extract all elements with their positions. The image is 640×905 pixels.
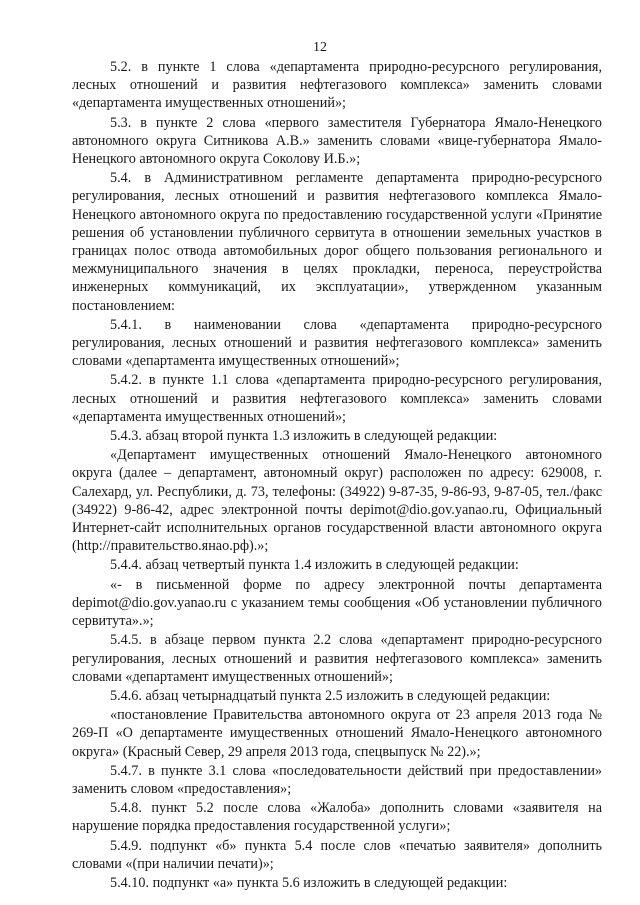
paragraph-5-4: 5.4. в Административном регламенте департамента природно-ресурсного регулирования, лесных отношений и развития нефтегазового комплекса Ямало-Ненецкого автономного округа по предоставлению государственной услуги «Принятие решения об установлении публичного сервитута в отношении земельных участков в границах полос отвода автомобильных дорог общего пользования регионального и межмуниципального значения в целях прокладки, переноса, переустройства инженерных коммуникаций, их эксплуатации», утвержденном указанным постановлением: xyxy=(72,170,602,314)
paragraph-5-4-5: 5.4.5. в абзаце первом пункта 2.2 слова «департамент природно-ресурсного регулирования, лесных отношений и развития нефтегазового комплекса» заменить словами «департамент имущественных отношений»; xyxy=(72,632,602,685)
paragraph-5-4-1: 5.4.1. в наименовании слова «департамента природно-ресурсного регулирования, лесных отношений и развития нефтегазового комплекса» заменить словами «департамента имущественных отношений»; xyxy=(72,316,602,370)
paragraph-5-4-9: 5.4.9. подпункт «б» пункта 5.4 после слов «печатью заявителя» дополнить словами «(при наличии печати)»; xyxy=(72,837,602,872)
paragraph-5-3: 5.3. в пункте 2 слова «первого заместителя Губернатора Ямало-Ненецкого автономного округа Ситникова А.В.» заменить словами «вице-губернатора Ямало-Ненецкого автономного округа Соколову И.Б.»; xyxy=(72,114,602,168)
paragraph-5-2: 5.2. в пункте 1 слова «департамента природно-ресурсного регулирования, лесных отношений и развития нефтегазового комплекса» заменить словами «департамента имущественных отношений»; xyxy=(72,59,602,112)
paragraph-5-4-7: 5.4.7. в пункте 3.1 слова «последовательности действий при предоставлении» заменить словом «предоставления»; xyxy=(72,762,602,797)
paragraph-resolution: «постановление Правительства автономного округа от 23 апреля 2013 года № 269-П «О департаменте имущественных отношений Ямало-Ненецкого автономного округа» (Красный Север, 29 апреля 2013 года, спецвыпуск № 22).»; xyxy=(72,707,602,760)
paragraph-email-form: «- в письменной форме по адресу электронной почты департамента depimot@dio.gov.yanao.ru с указанием темы сообщения «Об установлении публичного сервитута».»; xyxy=(72,576,602,630)
document-body xyxy=(72,58,602,893)
paragraph-5-4-6: 5.4.6. абзац четырнадцатый пункта 2.5 изложить в следующей редакции: xyxy=(110,687,551,704)
paragraph-5-4-10: 5.4.10. подпункт «а» пункта 5.6 изложить в следующей редакции: xyxy=(110,874,508,891)
paragraph-department-address: «Департамент имущественных отношений Ямало-Ненецкого автономного округа (далее – департамент, автономный округ) расположен по адресу: 629008, г. Салехард, ул. Республики, д. 73, телефоны: (34922) 9-87-35, 9-86-93, 9-87-05, тел./факс (34922) 9-86-42, адрес электронной почты depimot@dio.gov.yanao.ru, Официальный Интернет-сайт исполнительных органов государственной власти автономного округа (http://правительство.янао.рф).»; xyxy=(72,447,602,555)
paragraph-5-4-2: 5.4.2. в пункте 1.1 слова «департамента природно-ресурсного регулирования, лесных отношений и развития нефтегазового комплекса» заменить словами «департамента имущественных отношений»; xyxy=(72,372,602,425)
paragraph-5-4-3: 5.4.3. абзац второй пункта 1.3 изложить в следующей редакции: xyxy=(110,428,498,445)
paragraph-5-4-4: 5.4.4. абзац четвертый пункта 1.4 изложить в следующей редакции: xyxy=(110,557,519,574)
paragraph-5-4-8: 5.4.8. пункт 5.2 после слова «Жалоба» дополнить словами «заявителя на нарушение порядка предоставления государственной услуги»; xyxy=(72,800,602,835)
page-number: 12 xyxy=(313,40,327,55)
